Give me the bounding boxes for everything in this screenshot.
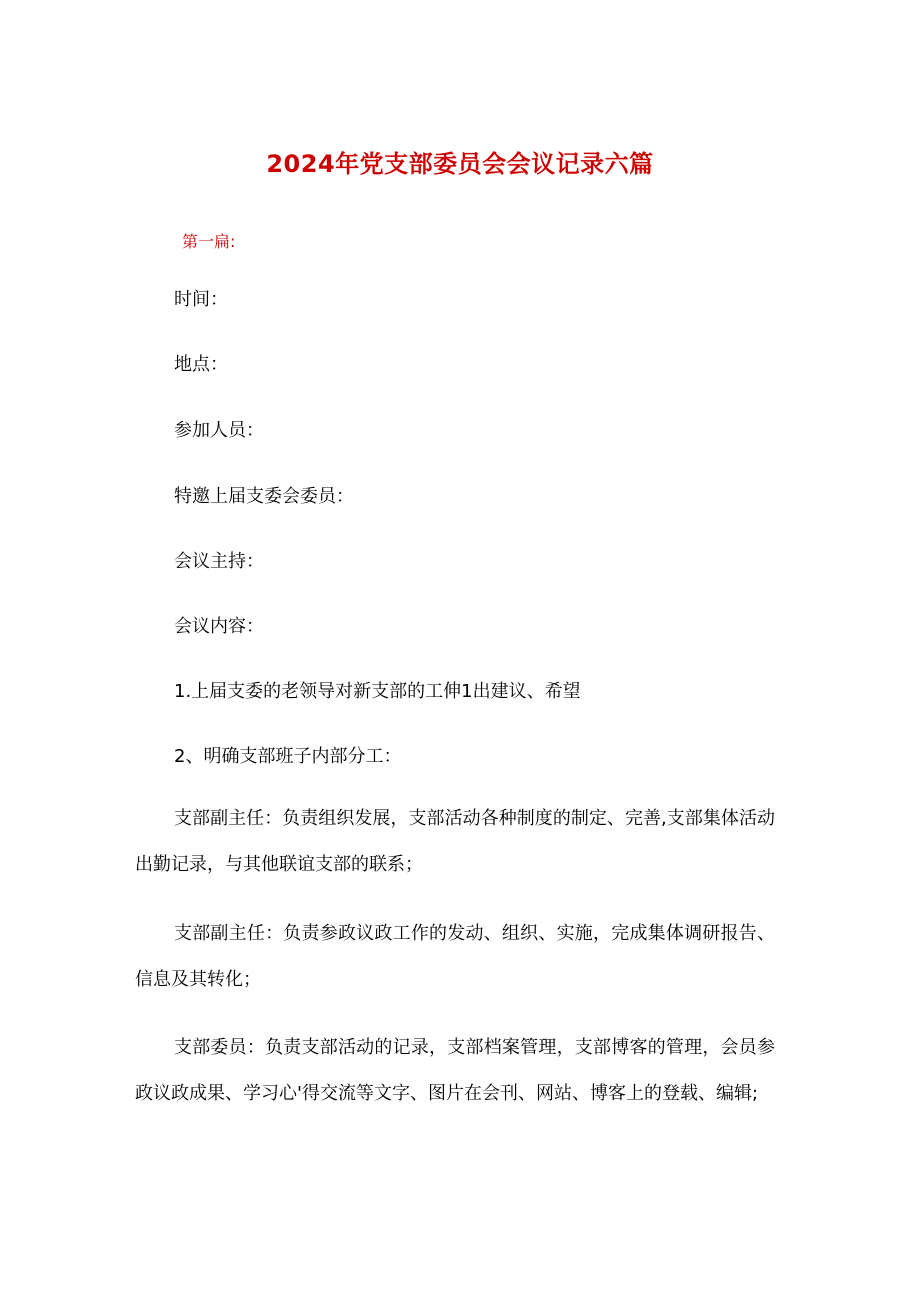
duty-paragraph: 支部副主任：负责参政议政工作的发动、组织、实施，完成集体调研报告、信息及其转化；: [135, 923, 775, 990]
field-invited-members: 特邀上届支委会委员：: [174, 486, 354, 507]
duty-paragraph: 支部委员：负责支部活动的记录，支部档案管理，支部博客的管理，会员参政议政成果、学习心'得交流等文字、图片在会刊、网站、博客上的登载、编辑;: [135, 1037, 775, 1104]
field-location: 地点：: [174, 354, 228, 375]
field-host: 会议主持：: [174, 551, 264, 572]
duty-paragraph: 支部副主任：负责组织发展，支部活动各种制度的制定、完善,支部集体活动出勤记录，与其他联谊支部的联系；: [135, 808, 775, 875]
document-title: 2024年党支部委员会会议记录六篇: [266, 150, 654, 178]
agenda-item: 2、明确支部班子内部分工：: [174, 746, 402, 767]
field-content: 会议内容：: [174, 616, 264, 637]
field-attendees: 参加人员：: [174, 420, 264, 441]
field-time: 时间：: [174, 289, 228, 310]
agenda-item: 1.上届支委的老领导对新支部的工伸1出建议、希望: [174, 681, 581, 702]
section-label: 第一扁:: [182, 232, 236, 251]
